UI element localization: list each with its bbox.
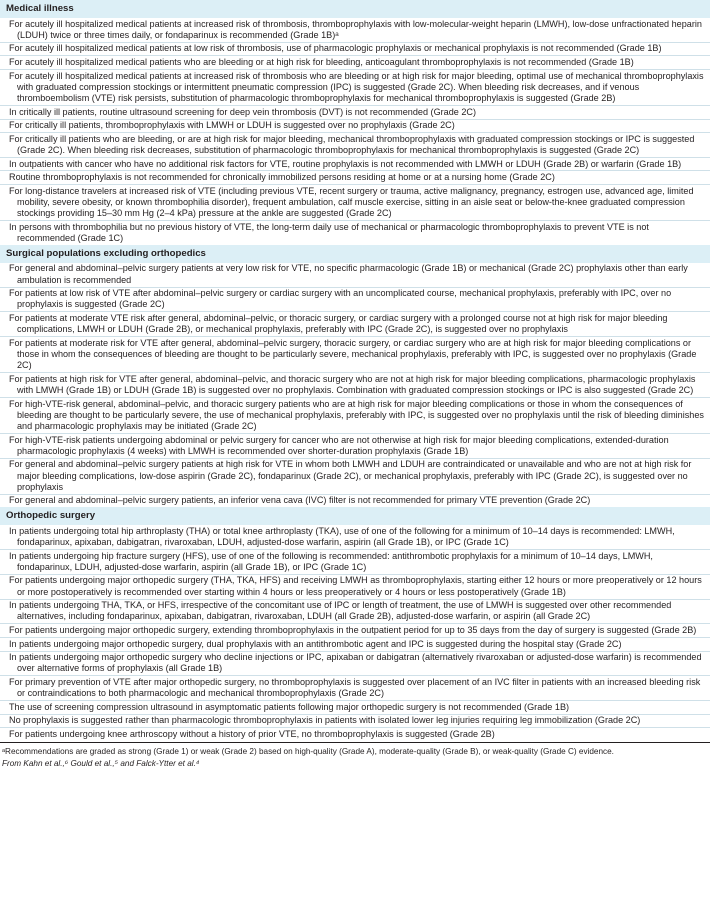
recommendation-row: For critically ill patients who are bleeding, or are at high risk for major bleeding, mechanical thromboprophylaxis with graduated compression stockings or IPC is suggested (Grade 2C). When bleeding risk decreases, substitution of pharmacologic thromboprophylaxis for mechanical thromboprophylaxis is suggested (Grade 2C) bbox=[0, 133, 710, 158]
recommendation-row: For acutely ill hospitalized medical patients who are bleeding or at high risk for bleeding, anticoagulant thromboprophylaxis is not recommended (Grade 1B) bbox=[0, 56, 710, 70]
recommendation-row: In critically ill patients, routine ultrasound screening for deep vein thrombosis (DVT) is not recommended (Grade 2C) bbox=[0, 106, 710, 120]
recommendation-row: For patients undergoing knee arthroscopy without a history of prior VTE, no thromboprophylaxis is suggested (Grade 2B) bbox=[9, 728, 495, 739]
section-heading: Medical illness bbox=[0, 0, 710, 18]
recommendation-row: For acutely ill hospitalized medical patients at increased risk of thrombosis who are bleeding or at high risk for major bleeding, optimal use of mechanical thromboprophylaxis with graduated compression stockings or intermittent pneumatic compression (IPC) is suggested (Grade 2C). When bleeding risk decreases, and if venous thromboembolism (VTE) risk persists, substitution of pharmacologic thromboprophylaxis for mechanical thromboprophylaxis is suggested (Grade 2B) bbox=[0, 70, 710, 106]
recommendation-row: In patients undergoing major orthopedic surgery, dual prophylaxis with an antithrombotic agent and IPC is suggested during the hospital stay (Grade 2C) bbox=[0, 638, 710, 652]
recommendation-row: For patients at low risk of VTE after abdominal–pelvic surgery or cardiac surgery with an uncomplicated course, mechanical prophylaxis, preferably with IPC, over no prophylaxis is suggested (Grade 2C) bbox=[0, 288, 710, 313]
recommendation-row: For general and abdominal–pelvic surgery patients, an inferior vena cava (IVC) filter is not recommended for primary VTE prevention (Grade 2C) bbox=[9, 495, 591, 506]
recommendation-row: For high-VTE-risk patients undergoing abdominal or pelvic surgery for cancer who are not otherwise at high risk for major bleeding complications, extended-duration pharmacologic prophylaxis (4 weeks) with LMWH is recommended over shorter-duration prophylaxis (Grade 1B) bbox=[0, 434, 710, 459]
recommendation-row: The use of screening compression ultrasound in asymptomatic patients following major orthopedic surgery is not recommended (Grade 1B) bbox=[0, 701, 710, 715]
section-rows bbox=[0, 525, 710, 741]
recommendation-row: For primary prevention of VTE after major orthopedic surgery, no thromboprophylaxis is suggested over placement of an IVC filter in patients with an increased bleeding risk or contraindications to both pharmacologic and mechanical thromboprophylaxis (Grade 2C) bbox=[0, 676, 710, 701]
recommendation-row: For patients at moderate risk for VTE after general, abdominal–pelvic surgery, thoracic surgery, or cardiac surgery who are at high risk for major bleeding complications or those in whom the consequences of bleeding are thought to be particularly severe, mechanical prophylaxis, preferably with IPC, is suggested over no prophylaxis (Grade 2C) bbox=[0, 337, 710, 373]
table-footnote: ᵃRecommendations are graded as strong (Grade 1) or weak (Grade 2) based on high-quality (Grade A), moderate-quality (Grade B), or weak-quality (Grade C) evidence. bbox=[2, 746, 614, 756]
section bbox=[0, 0, 710, 245]
section-heading: Orthopedic surgery bbox=[0, 507, 710, 525]
recommendation-row: For high-VTE-risk general, abdominal–pelvic, and thoracic surgery patients who are at high risk for major bleeding complications or those in whom the consequences of bleeding are thought to be particularly severe, the use of mechanical prophylaxis, preferably with IPC, is suggested over no prophylaxis until the risk of bleeding diminishes and pharmacologic prophylaxis may be initiated (Grade 2C) bbox=[0, 398, 710, 434]
recommendation-row: For long-distance travelers at increased risk of VTE (including previous VTE, recent surgery or trauma, active malignancy, pregnancy, estrogen use, advanced age, limited mobility, severe obesity, or known thrombophilia disorder), frequent ambulation, calf muscle exercise, sitting in an aisle seat or below-the-knee graduated compression stockings providing 15–30 mm Hg (2–4 kPa) pressure at the ankle are suggested (Grade 2C) bbox=[0, 185, 710, 221]
section-rows bbox=[0, 18, 710, 245]
recommendation-row: For critically ill patients, thromboprophylaxis with LMWH or LDUH is suggested over no prophylaxis (Grade 2C) bbox=[0, 120, 710, 134]
section-heading: Surgical populations excluding orthopedics bbox=[0, 245, 710, 263]
recommendation-row: In outpatients with cancer who have no additional risk factors for VTE, routine prophylaxis is not recommended with LMWH or LDUH (Grade 2B) or warfarin (Grade 1B) bbox=[0, 158, 710, 172]
recommendation-row: In patients undergoing hip fracture surgery (HFS), use of one of the following is recommended: antithrombotic prophylaxis for a minimum of 10–14 days, LMWH, fondaparinux, LDUH, adjusted-dose warfarin, aspirin (all Grade 1B), or IPC (Grade 1C) bbox=[0, 550, 710, 575]
section bbox=[0, 507, 710, 741]
recommendation-row: For patients undergoing major orthopedic surgery (THA, TKA, HFS) and receiving LMWH as thromboprophylaxis, starting either 12 hours or more preoperatively or 12 hours or more postoperatively is recommended over starting within 4 hours or less preoperatively or 4 hours or less postoperatively (Grade 1B) bbox=[0, 575, 710, 600]
section-rows bbox=[0, 263, 710, 507]
recommendation-row: For patients undergoing major orthopedic surgery, extending thromboprophylaxis in the outpatient period for up to 35 days from the day of surgery is suggested (Grade 2B) bbox=[0, 624, 710, 638]
recommendation-row: For general and abdominal–pelvic surgery patients at very low risk for VTE, no specific pharmacologic (Grade 1B) or mechanical (Grade 2C) prophylaxis other than early ambulation is recommended bbox=[0, 263, 710, 288]
recommendation-row: In patients undergoing THA, TKA, or HFS, irrespective of the concomitant use of IPC or length of treatment, the use of LMWH is suggested over other recommended alternatives, including fondaparinux, apixaban, dabigatran, rivaroxaban, LDUH (all Grade 2B), adjusted-dose warfarin, or aspirin (all Grade 2C) bbox=[0, 600, 710, 625]
recommendation-row: For acutely ill hospitalized medical patients at low risk of thrombosis, use of pharmacologic prophylaxis or mechanical prophylaxis is not recommended (Grade 1B) bbox=[0, 43, 710, 57]
table-source: From Kahn et al.,⁶ Gould et al.,⁵ and Falck-Ytter et al.⁴ bbox=[2, 758, 200, 768]
recommendation-row: Routine thromboprophylaxis is not recommended for chronically immobilized persons residing at home or at a nursing home (Grade 2C) bbox=[0, 171, 710, 185]
recommendation-row: For general and abdominal–pelvic surgery patients at high risk for VTE in whom both LMWH and LDUH are contraindicated or unavailable and who are not at high risk for major bleeding complications, low-dose aspirin (Grade 2C), fondaparinux (Grade 2C), or mechanical prophylaxis, preferably with IPC (Grade 2C), is suggested over no prophylaxis bbox=[0, 459, 710, 495]
section bbox=[0, 245, 710, 507]
recommendation-row: In persons with thrombophilia but no previous history of VTE, the long-term daily use of mechanical or pharmacologic thromboprophylaxis to prevent VTE is not recommended (Grade 1C) bbox=[9, 221, 649, 243]
recommendation-row: For patients at high risk for VTE after general, abdominal–pelvic, and thoracic surgery who are not at high risk for major bleeding complications, pharmacologic prophylaxis with LMWH (Grade 1B) or LDUH (Grade 1B) is suggested over no prophylaxis. Combination with graduated compression stockings or IPC is also suggested (Grade 2C) bbox=[0, 373, 710, 398]
recommendation-row: In patients undergoing total hip arthroplasty (THA) or total knee arthroplasty (TKA), use of one of the following for a minimum of 10–14 days is recommended: LMWH, fondaparinux, apixaban, dabigatran, rivaroxaban, LDUH, adjusted-dose warfarin, aspirin (all Grade 1B), or IPC (Grade 1C) bbox=[0, 525, 710, 550]
recommendation-row: For acutely ill hospitalized medical patients at increased risk of thrombosis, thromboprophylaxis with low-molecular-weight heparin (LMWH), low-dose unfractionated heparin (LDUH) twice or three times daily, or fondaparinux is recommended (Grade 1B)ᵃ bbox=[0, 18, 710, 43]
recommendation-row: For patients at moderate VTE risk after general, abdominal–pelvic, or thoracic surgery, or cardiac surgery with a prolonged course not at high risk for major bleeding complications, LMWH or LDUH (Grade 2B), or mechanical prophylaxis, preferably with IPC (Grade 2C), is suggested over no prophylaxis bbox=[0, 312, 710, 337]
recommendation-row: In patients undergoing major orthopedic surgery who decline injections or IPC, apixaban or dabigatran (alternatively rivaroxaban or adjusted-dose warfarin) is recommended over alternative forms of prophylaxis (all Grade 1B) bbox=[0, 652, 710, 677]
recommendation-row: No prophylaxis is suggested rather than pharmacologic thromboprophylaxis in patients with isolated lower leg injuries requiring leg immobilization (Grade 2C) bbox=[0, 715, 710, 729]
